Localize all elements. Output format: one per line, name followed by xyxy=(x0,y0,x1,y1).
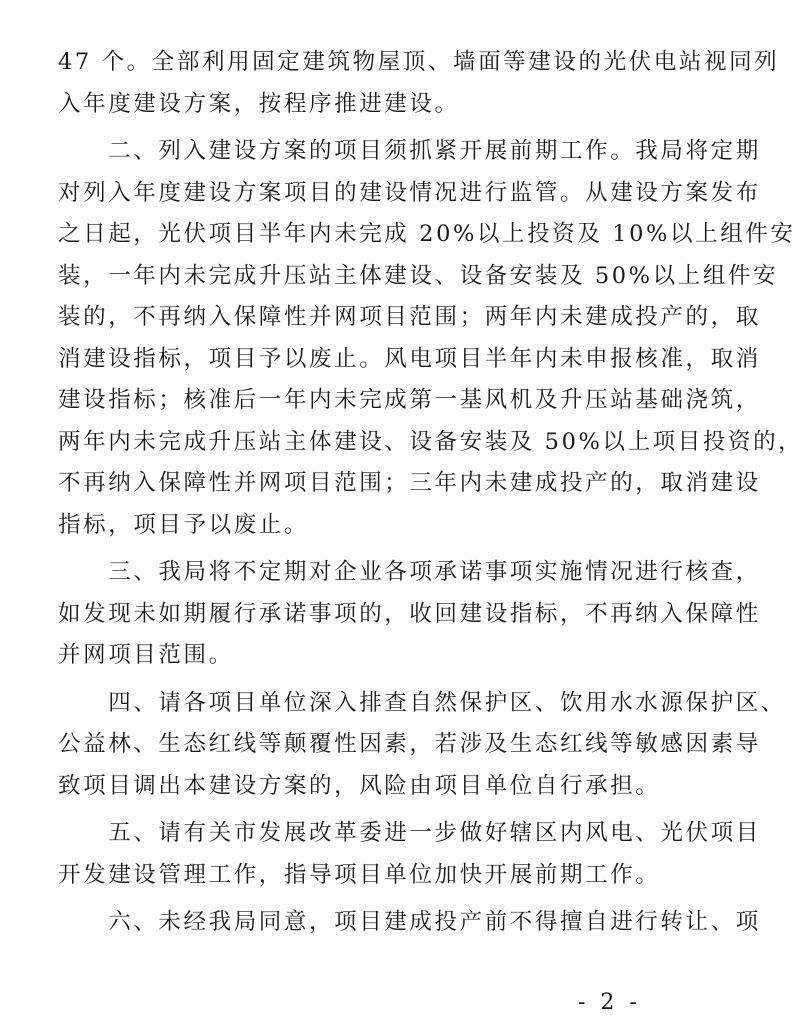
page-number: - 2 - xyxy=(578,990,641,1015)
text-line: 如发现未如期履行承诺事项的，收回建设指标，不再纳入保障性 xyxy=(58,600,761,627)
text-line: 建设指标；核准后一年内未完成第一基风机及升压站基础浇筑， xyxy=(58,387,761,413)
text-line: 不再纳入保障性并网项目范围；三年内未建成投产的，取消建设 xyxy=(58,470,761,496)
text-line: 开发建设管理工作，指导项目单位加快开展前期工作。 xyxy=(58,861,661,888)
paragraph-item-5 xyxy=(58,813,761,896)
paragraph-continuation xyxy=(58,42,780,125)
text-line: 装，一年内未完成升压站主体建设、设备安装及 50%以上组件安 xyxy=(58,262,779,289)
text-line: 47 个。全部利用固定建筑物屋顶、墙面等建设的光伏电站视同列 xyxy=(58,49,780,75)
paragraph-item-6 xyxy=(58,902,761,944)
text-line: 六、未经我局同意，项目建成投产前不得擅自进行转让、项 xyxy=(58,909,761,935)
text-line: 两年内未完成升压站主体建设、设备安装及 50%以上项目投资的， xyxy=(58,428,803,455)
text-line: 致项目调出本建设方案的，风险由项目单位自行承担。 xyxy=(58,772,661,799)
text-line: 四、请各项目单位深入排查自然保护区、饮用水水源保护区、 xyxy=(58,689,786,716)
text-line: 对列入年度建设方案项目的建设情况进行监管。从建设方案发布 xyxy=(58,179,761,206)
text-line: 公益林、生态红线等颠覆性因素，若涉及生态红线等敏感因素导 xyxy=(58,731,761,757)
paragraph-item-4 xyxy=(58,683,786,808)
document-body xyxy=(58,42,803,950)
text-line: 之日起，光伏项目半年内未完成 20%以上投资及 10%以上组件安 xyxy=(58,221,796,247)
text-line: 指标，项目予以废止。 xyxy=(58,511,310,538)
text-line: 入年度建设方案，按程序推进建设。 xyxy=(58,90,460,117)
text-line: 消建设指标，项目予以废止。风电项目半年内未申报核准，取消 xyxy=(58,345,761,372)
paragraph-item-3 xyxy=(58,552,761,677)
text-line: 装的，不再纳入保障性并网项目范围；两年内未建成投产的，取 xyxy=(58,304,761,330)
text-line: 三、我局将不定期对企业各项承诺事项实施情况进行核查， xyxy=(58,559,761,585)
text-line: 五、请有关市发展改革委进一步做好辖区内风电、光伏项目 xyxy=(58,820,761,846)
paragraph-item-2 xyxy=(58,131,803,546)
text-line: 二、列入建设方案的项目须抓紧开展前期工作。我局将定期 xyxy=(58,138,761,164)
text-line: 并网项目范围。 xyxy=(58,642,234,668)
